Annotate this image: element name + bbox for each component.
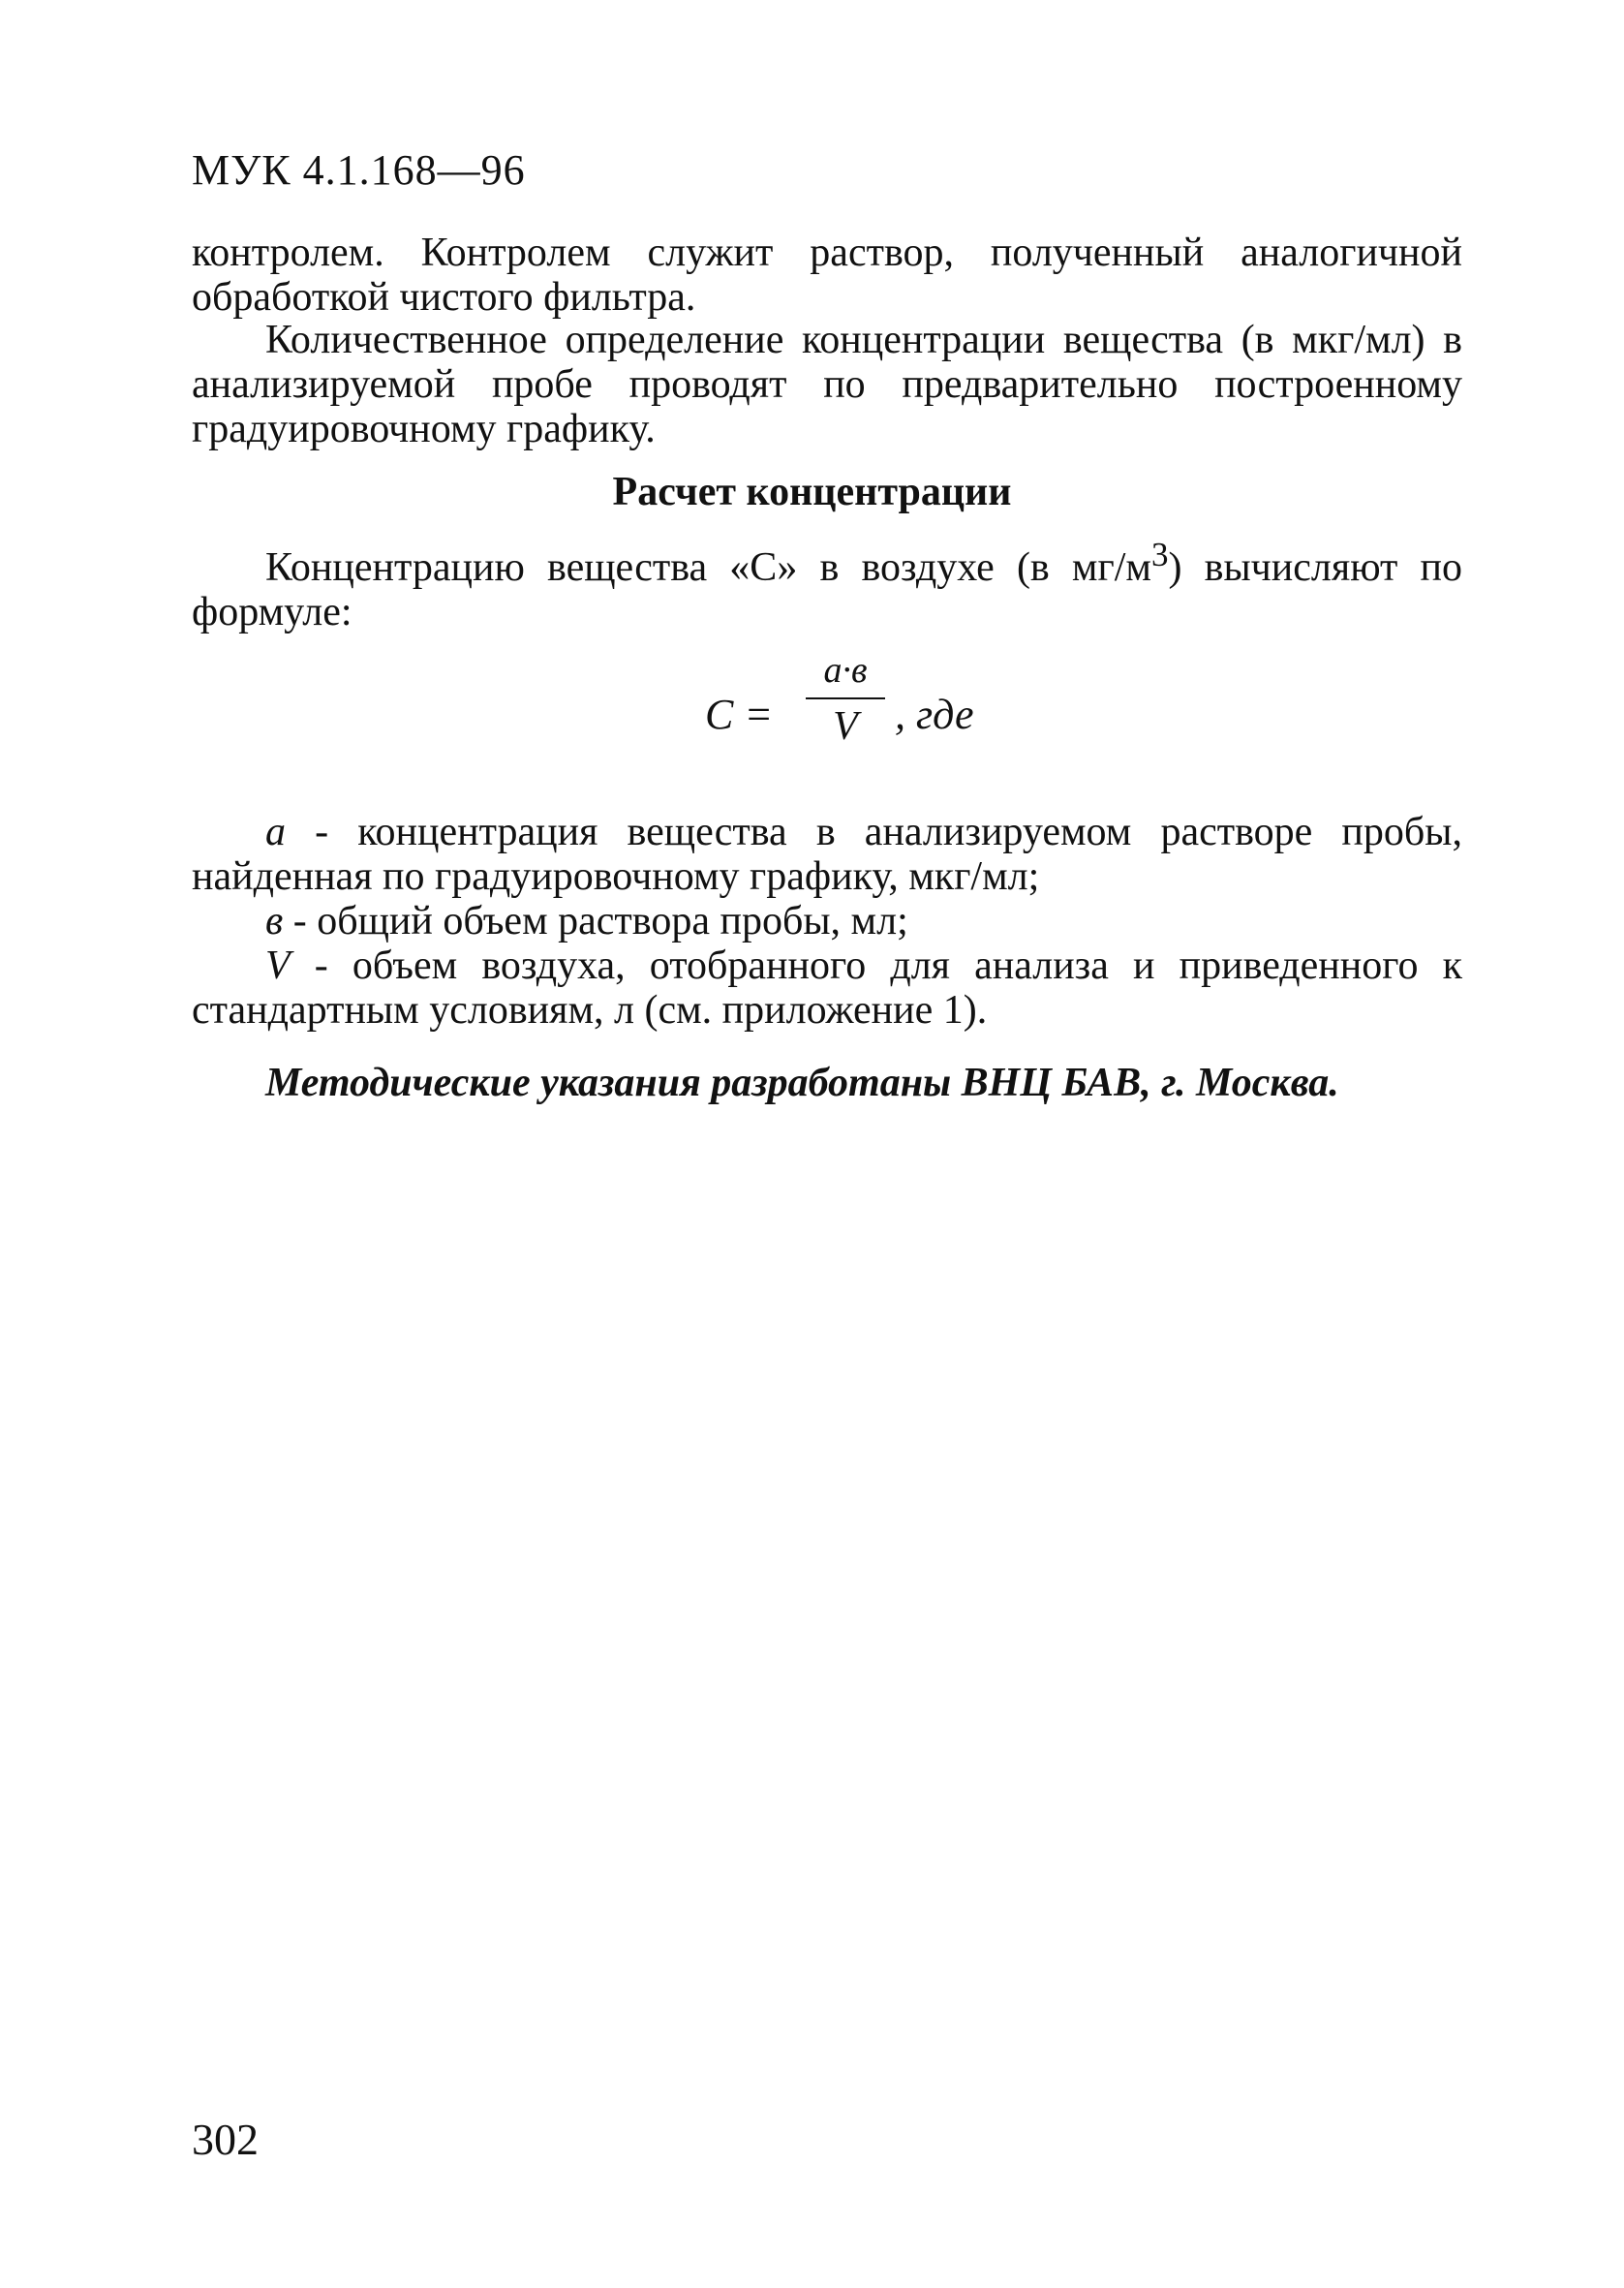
page-number: 302 bbox=[192, 2115, 259, 2164]
text-fragment: ) вычисляют по формуле: bbox=[192, 545, 1462, 634]
definition-v-upper bbox=[192, 943, 1462, 1033]
paragraph-text: контролем. Контролем служит раствор, полученный аналогичной обработкой чистого фильтра. bbox=[192, 231, 1462, 320]
text-fragment: Концентрацию вещества «С» в воздухе (в мг/м bbox=[265, 545, 1151, 590]
section-heading: Расчет концентрации bbox=[612, 470, 1012, 514]
definition-symbol: V bbox=[265, 943, 291, 988]
paragraph-formula-intro bbox=[192, 533, 1462, 634]
variable-definitions bbox=[192, 810, 1462, 1033]
formula-lhs: C = bbox=[705, 691, 774, 738]
definition-text: - концентрация вещества в анализируемом растворе пробы, найденная по градуировочному графику, мкг/мл; bbox=[192, 810, 1462, 899]
developer-note: Методические указания разработаны ВНЦ БАВ, г. Москва. bbox=[265, 1061, 1339, 1105]
document-code-header: МУК 4.1.168—96 bbox=[192, 146, 526, 194]
paragraph-text: Количественное определение концентрации вещества (в мкг/мл) в анализируемой пробе проводят по предварительно построенному градуировочному графику. bbox=[192, 318, 1462, 451]
formula-tail: , где bbox=[895, 691, 974, 738]
paragraph-control bbox=[192, 231, 1462, 320]
definition-a bbox=[192, 810, 1462, 899]
definition-text: - общий объем раствора пробы, мл; bbox=[283, 899, 908, 943]
paragraph-text bbox=[192, 533, 1462, 634]
definition-text: - объем воздуха, отобранного для анализа и приведенного к стандартным условиям, л (см. приложение 1). bbox=[192, 943, 1462, 1033]
superscript: 3 bbox=[1150, 536, 1169, 573]
definition-symbol: a bbox=[265, 810, 286, 854]
paragraph-quantitative bbox=[192, 318, 1462, 451]
fraction-bar bbox=[806, 697, 885, 699]
formula-numerator: a·в bbox=[823, 650, 868, 691]
formula-fraction bbox=[802, 649, 889, 748]
definition-v-lower bbox=[192, 899, 1462, 943]
concentration-formula bbox=[705, 649, 1034, 775]
formula-denominator: V bbox=[833, 704, 858, 749]
definition-symbol: в bbox=[265, 899, 284, 943]
